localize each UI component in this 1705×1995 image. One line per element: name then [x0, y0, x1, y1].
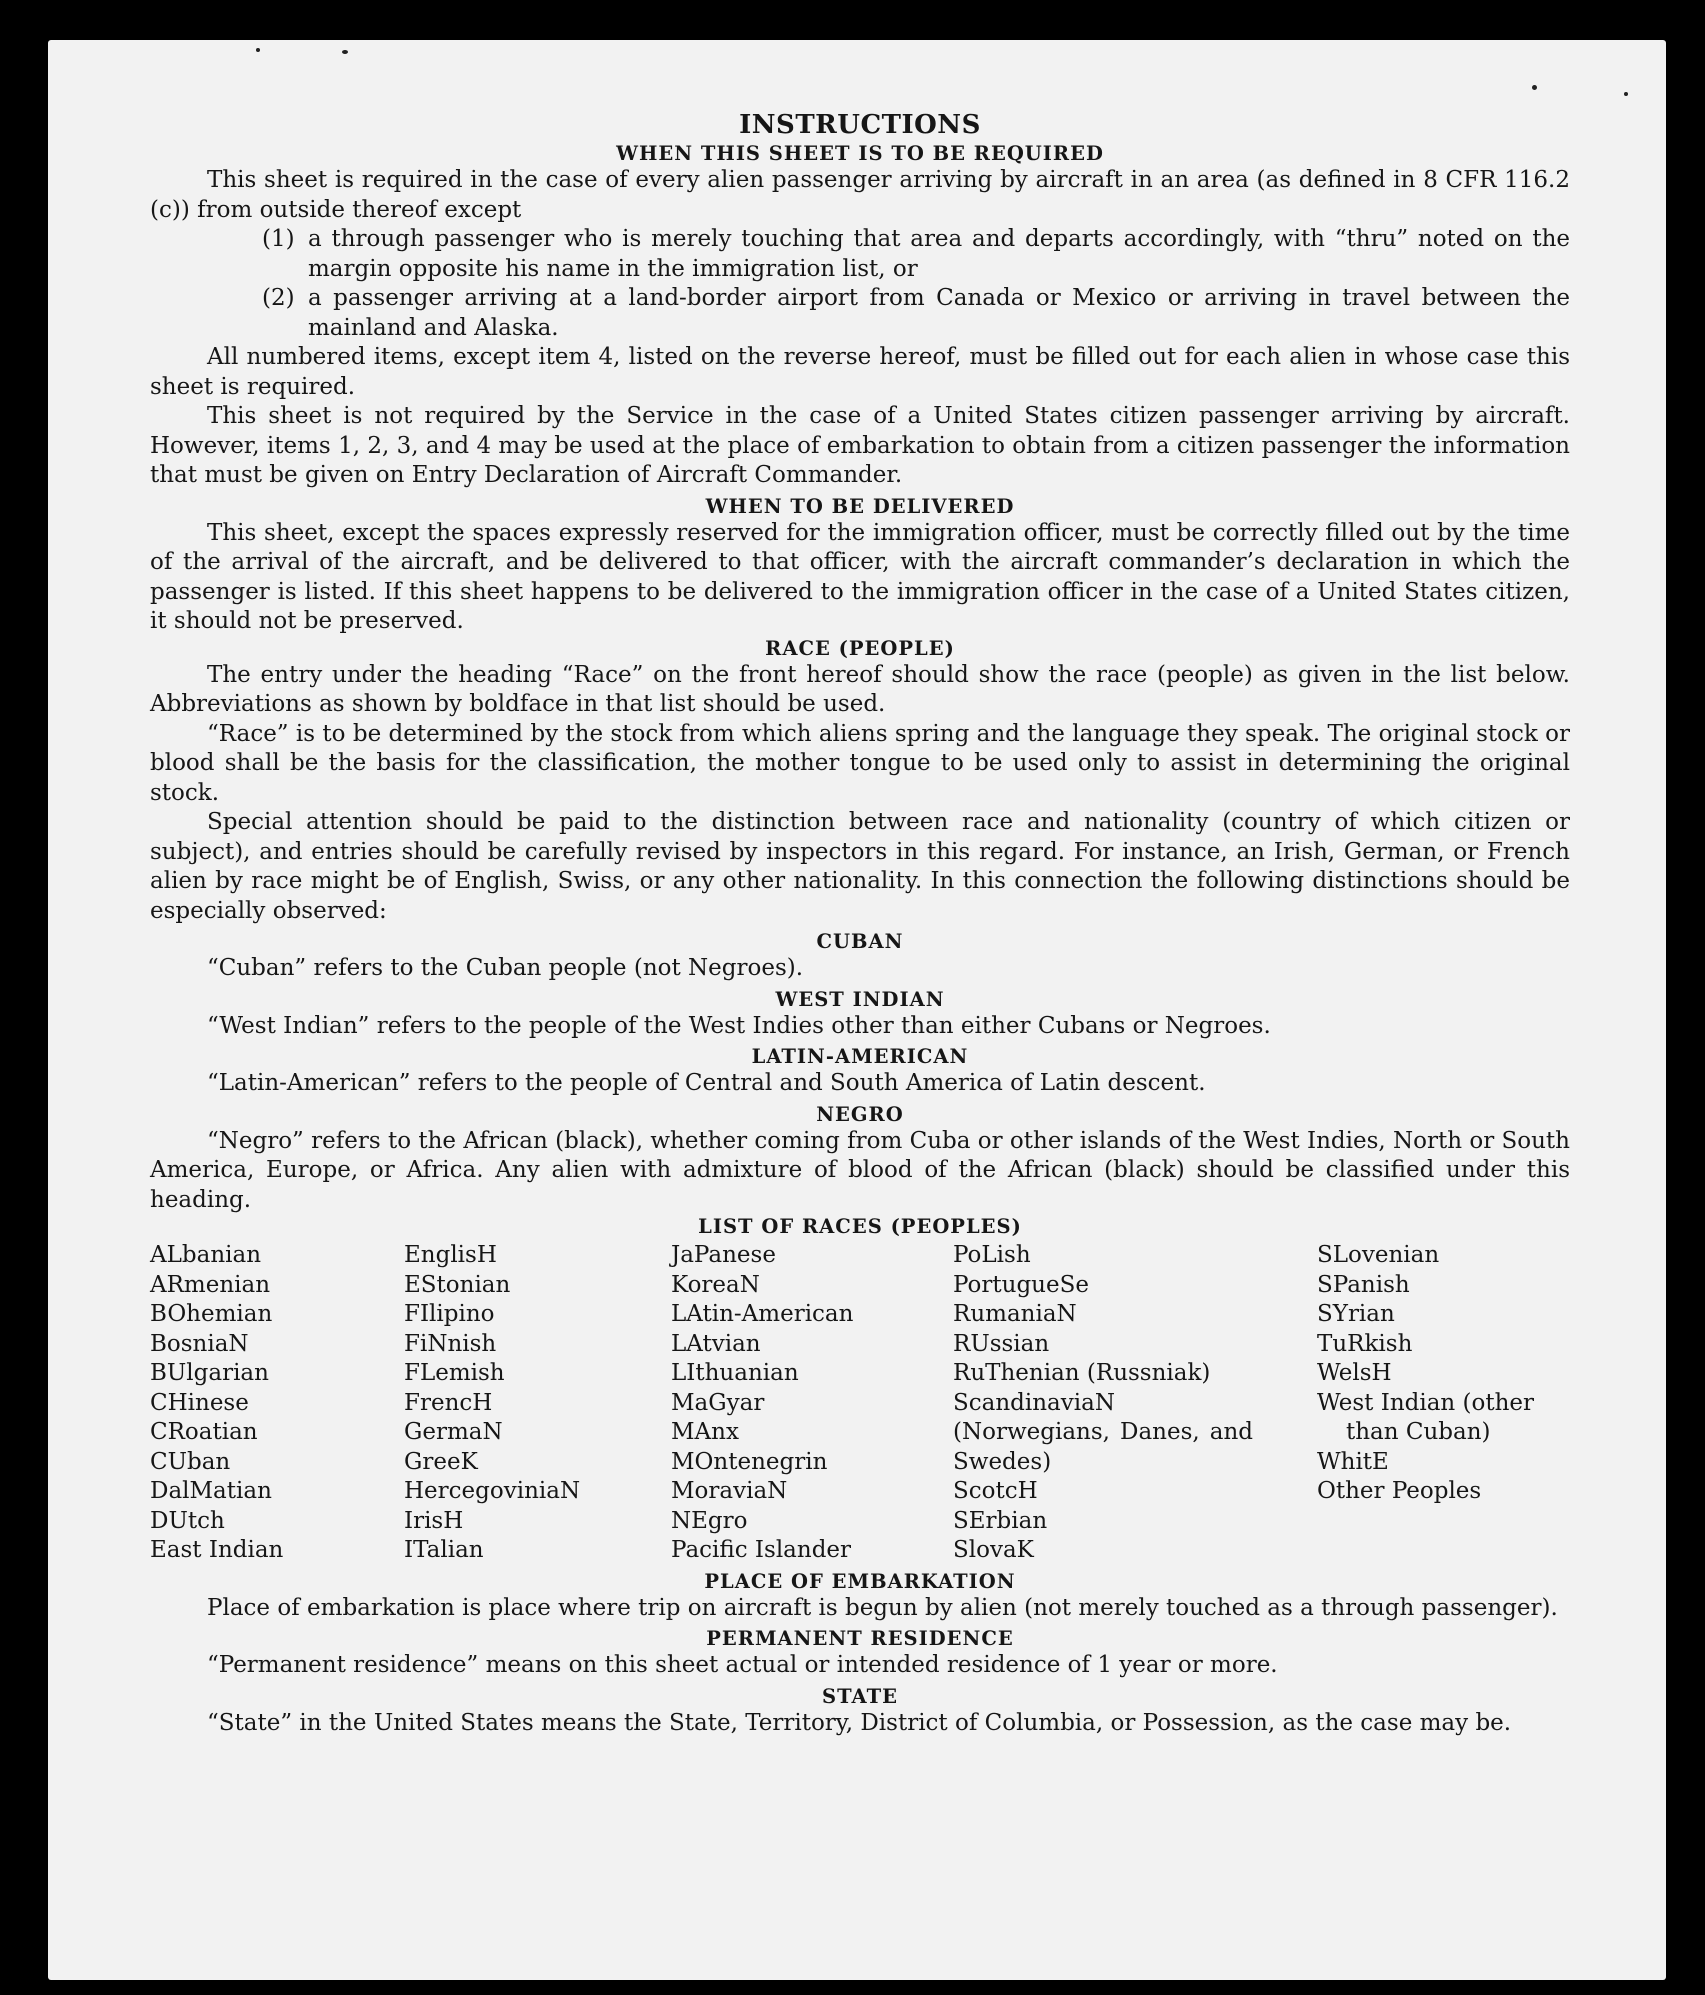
- race-item: DUtch: [150, 1507, 225, 1534]
- race-item: MaGyar: [671, 1389, 765, 1416]
- race-item: CUban: [150, 1448, 231, 1475]
- race-item: SLovenian: [1317, 1242, 1440, 1268]
- heading-cuban: CUBAN: [816, 930, 904, 953]
- race-item: CRoatian: [150, 1419, 258, 1445]
- race-column: [1317, 1241, 1570, 1566]
- race-item: MOntenegrin: [671, 1448, 828, 1475]
- race-item: LAtvian: [671, 1330, 761, 1357]
- race-column: [404, 1241, 671, 1566]
- race-item: Pacific Islander: [671, 1537, 852, 1563]
- race-item: PoLish: [953, 1242, 1031, 1268]
- heading-permanent-residence: PERMANENT RESIDENCE: [706, 1627, 1014, 1650]
- race-item: LIthuanian: [671, 1360, 799, 1386]
- paragraph: “Negro” refers to the African (black), whether coming from Cuba or other islands of the West Indies, North or South America, Europe, or Africa. Any alien with admixture of blood of the African (black) should be classified under this heading.: [150, 1127, 1570, 1213]
- paragraph: This sheet is required in the case of every alien passenger arriving by aircraft in an area (as defined in 8 CFR 116.2 (c)) from outside thereof except: [150, 167, 1570, 223]
- race-item: SPanish: [1317, 1271, 1410, 1298]
- paragraph: “Latin-American” refers to the people of Central and South America of Latin descent.: [207, 1070, 1206, 1096]
- paragraph: This sheet is not required by the Service in the case of a United States citizen passenger arriving by aircraft. However, items 1, 2, 3, and 4 may be used at the place of embarkation to obtain from a citizen passenger the information that must be given on Entry Declaration of Aircraft Commander.: [150, 403, 1570, 488]
- race-item: ITalian: [404, 1537, 484, 1563]
- race-item: Other Peoples: [1317, 1478, 1482, 1504]
- race-item: CHinese: [150, 1389, 249, 1416]
- race-item: ScandinaviaN (Norwegians, Danes, and Swedes): [953, 1389, 1253, 1475]
- race-item: TuRkish: [1317, 1330, 1413, 1357]
- speck-mark: [1624, 92, 1628, 96]
- paragraph: “Race” is to be determined by the stock from which aliens spring and the language they speak. The original stock or blood shall be the basis for the classification, the mother tongue to be used only to assist in determining the original stock.: [150, 720, 1570, 806]
- race-item: ALbanian: [150, 1242, 262, 1268]
- speck-mark: [256, 48, 260, 52]
- speck-mark: [1532, 85, 1537, 90]
- race-item: KoreaN: [671, 1271, 760, 1298]
- race-item: HercegoviniaN: [404, 1478, 581, 1504]
- race-column: [150, 1241, 404, 1566]
- race-item: SlovaK: [953, 1537, 1034, 1563]
- heading-when-required: WHEN THIS SHEET IS TO BE REQUIRED: [616, 142, 1104, 165]
- race-group: [1317, 1448, 1570, 1507]
- race-item: PortugueSe: [953, 1271, 1089, 1298]
- list-item: [150, 225, 1570, 284]
- race-item: WhitE: [1317, 1448, 1389, 1475]
- paragraph: “West Indian” refers to the people of the West Indies other than either Cubans or Negroes.: [207, 1012, 1271, 1039]
- speck-mark: [342, 50, 348, 54]
- race-item: than Cuban): [1346, 1419, 1491, 1445]
- heading-negro: NEGRO: [816, 1102, 904, 1126]
- race-item: MoraviaN: [671, 1478, 788, 1504]
- heading-state: STATE: [822, 1684, 898, 1708]
- race-item: ARmenian: [150, 1271, 271, 1298]
- race-item: FIlipino: [404, 1301, 495, 1327]
- race-item: MAnx: [671, 1419, 739, 1445]
- race-item: BOhemian: [150, 1301, 273, 1327]
- race-item: ScotcH: [953, 1478, 1038, 1504]
- paragraph: The entry under the heading “Race” on the front hereof should show the race (people) as given in the list below. Abbreviations as shown by boldface in that list should be used.: [150, 661, 1570, 717]
- paragraph: “State” in the United States means the State, Territory, District of Columbia, or Possession, as the case may be.: [207, 1709, 1512, 1736]
- race-column: [953, 1241, 1317, 1566]
- race-item: IrisH: [404, 1507, 464, 1534]
- race-item: WelsH: [1317, 1360, 1392, 1386]
- race-item: West Indian (other: [1317, 1389, 1535, 1416]
- item-text: a passenger arriving at a land-border airport from Canada or Mexico or arriving in travel between the mainland and Alaska.: [308, 285, 1570, 341]
- race-item: GreeK: [404, 1448, 478, 1475]
- heading-list-of-races: LIST OF RACES (PEOPLES): [698, 1215, 1022, 1238]
- page-title: INSTRUCTIONS: [739, 110, 981, 140]
- paragraph: “Cuban” refers to the Cuban people (not Negroes).: [207, 955, 804, 981]
- heading-place-of-embarkation: PLACE OF EMBARKATION: [704, 1569, 1016, 1593]
- heading-latin-american: LATIN-AMERICAN: [751, 1045, 969, 1068]
- race-item: EnglisH: [404, 1242, 497, 1268]
- item-number: (2): [262, 285, 295, 311]
- race-group: [953, 1477, 1317, 1566]
- paragraph: “Permanent residence” means on this sheet actual or intended residence of 1 year or more.: [207, 1652, 1278, 1678]
- race-item: EStonian: [404, 1271, 511, 1298]
- race-item: FLemish: [404, 1360, 505, 1386]
- race-item: BUlgarian: [150, 1360, 269, 1386]
- race-list: [150, 1241, 1570, 1566]
- race-item: SErbian: [953, 1507, 1048, 1534]
- paragraph: Special attention should be paid to the distinction between race and nationality (country of which citizen or subject), and entries should be carefully revised by inspectors in this regard. For instance, an Irish, German, or French alien by race might be of English, Swiss, or any other nationality. In this connection the following distinctions should be especially observed:: [150, 809, 1570, 924]
- heading-race: RACE (PEOPLE): [765, 636, 955, 660]
- document-page: [48, 40, 1666, 1980]
- race-column: [671, 1241, 953, 1566]
- race-item: RuThenian (Russniak): [953, 1360, 1211, 1386]
- paragraph: This sheet, except the spaces expressly reserved for the immigration officer, must be correctly filled out by the time of the arrival of the aircraft, and be delivered to that officer, with the aircraft commander’s declaration in which the passenger is listed. If this sheet happens to be delivered to the immigration officer in the case of a United States citizen, it should not be preserved.: [150, 519, 1570, 634]
- race-item: FrencH: [404, 1389, 493, 1416]
- item-number: (1): [262, 226, 295, 252]
- race-group: [953, 1241, 1317, 1389]
- race-group: [1317, 1241, 1570, 1389]
- paragraph: All numbered items, except item 4, listed on the reverse hereof, must be filled out for each alien in whose case this sheet is required.: [150, 344, 1570, 400]
- race-item: East Indian: [150, 1537, 284, 1563]
- race-item: RUssian: [953, 1330, 1050, 1357]
- race-item: JaPanese: [671, 1242, 776, 1268]
- heading-west-indian: WEST INDIAN: [775, 987, 945, 1011]
- document-body: [150, 110, 1570, 1738]
- race-item: FiNnish: [404, 1330, 497, 1357]
- race-item: NEgro: [671, 1507, 748, 1534]
- race-item: RumaniaN: [953, 1301, 1077, 1327]
- race-item: SYrian: [1317, 1301, 1395, 1327]
- heading-when-delivered: WHEN TO BE DELIVERED: [705, 494, 1015, 518]
- paragraph: Place of embarkation is place where trip on aircraft is begun by alien (not merely touched as a through passenger).: [207, 1594, 1558, 1621]
- list-item: [150, 284, 1570, 343]
- race-item: DalMatian: [150, 1478, 272, 1504]
- race-item: GermaN: [404, 1419, 503, 1445]
- item-text: a through passenger who is merely touching that area and departs accordingly, with “thru” noted on the margin opposite his name in the immigration list, or: [308, 226, 1570, 282]
- race-item: BosniaN: [150, 1330, 249, 1357]
- race-item: LAtin-American: [671, 1301, 854, 1327]
